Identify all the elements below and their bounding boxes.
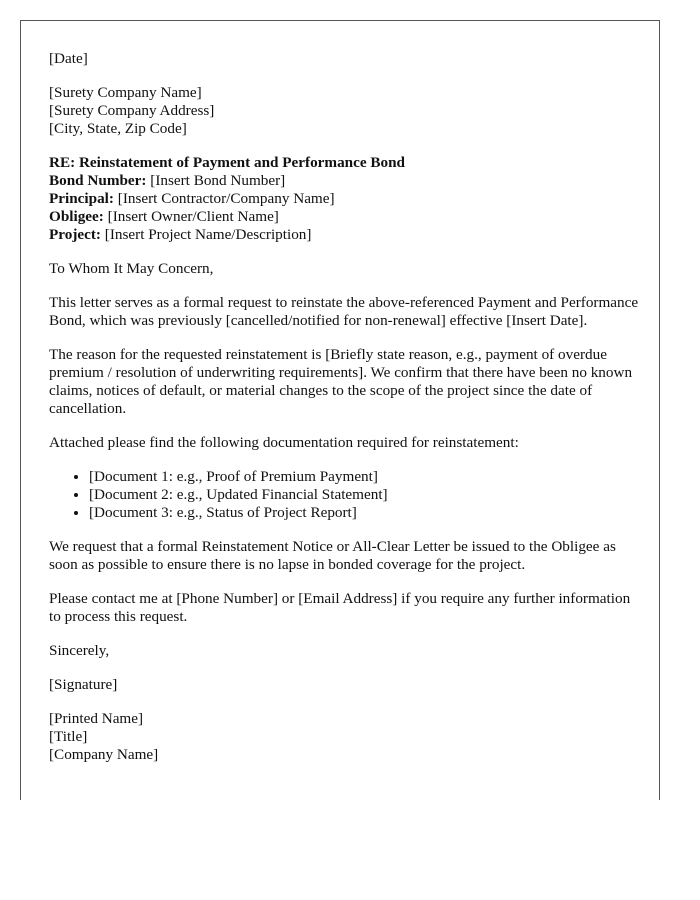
recipient-city-state-zip: [City, State, Zip Code]	[49, 120, 187, 137]
project-label: Project:	[49, 226, 101, 243]
sender-company: [Company Name]	[49, 746, 159, 763]
sender-block	[49, 710, 639, 764]
subject-line: RE: Reinstatement of Payment and Performance Bond	[49, 154, 406, 171]
bond-number-value: [Insert Bond Number]	[150, 172, 286, 189]
principal-label: Principal:	[49, 190, 114, 207]
signature: [Signature]	[49, 676, 118, 693]
list-item: • [Document 3: e.g., Status of Project Report]	[89, 504, 639, 522]
sender-title: [Title]	[49, 728, 88, 745]
list-item: • [Document 1: e.g., Proof of Premium Payment]	[89, 468, 639, 486]
obligee-value: [Insert Owner/Client Name]	[107, 208, 279, 225]
salutation: To Whom It May Concern,	[49, 260, 214, 277]
obligee-label: Obligee:	[49, 208, 104, 225]
project-line	[49, 226, 639, 244]
date-block	[49, 50, 639, 68]
bond-number-label: Bond Number:	[49, 172, 147, 189]
principal-line	[49, 190, 639, 208]
recipient-company: [Surety Company Name]	[49, 84, 202, 101]
paragraph-notice: We request that a formal Reinstatement Notice or All-Clear Letter be issued to the Obligee as soon as possible to ensure there is no lapse in bonded coverage for the project.	[49, 538, 616, 573]
documents-list	[49, 468, 639, 522]
sender-printed-name: [Printed Name]	[49, 710, 144, 727]
bond-number-line	[49, 172, 639, 190]
paragraph-contact: Please contact me at [Phone Number] or [Email Address] if you require any further information to process this request.	[49, 590, 631, 625]
recipient-address: [Surety Company Address]	[49, 102, 215, 119]
paragraph-attached: Attached please find the following documentation required for reinstatement:	[49, 434, 519, 451]
recipient-address-block	[49, 84, 639, 138]
obligee-line	[49, 208, 639, 226]
paragraph-request: This letter serves as a formal request to reinstate the above-referenced Payment and Performance Bond, which was previously [cancelled/notified for non-renewal] effective [Insert Date].	[49, 294, 639, 329]
list-item: • [Document 2: e.g., Updated Financial Statement]	[89, 486, 639, 504]
letter-date: [Date]	[49, 50, 88, 67]
letter-page	[20, 20, 660, 800]
reference-block	[49, 154, 639, 244]
project-value: [Insert Project Name/Description]	[104, 226, 312, 243]
principal-value: [Insert Contractor/Company Name]	[117, 190, 335, 207]
letter-body	[49, 50, 639, 780]
paragraph-reason: The reason for the requested reinstatement is [Briefly state reason, e.g., payment of overdue premium / resolution of underwriting requirements]. We confirm that there have been no known claims, notices of default, or material changes to the scope of the project since the date of cancellation.	[49, 346, 633, 417]
closing: Sincerely,	[49, 642, 110, 659]
